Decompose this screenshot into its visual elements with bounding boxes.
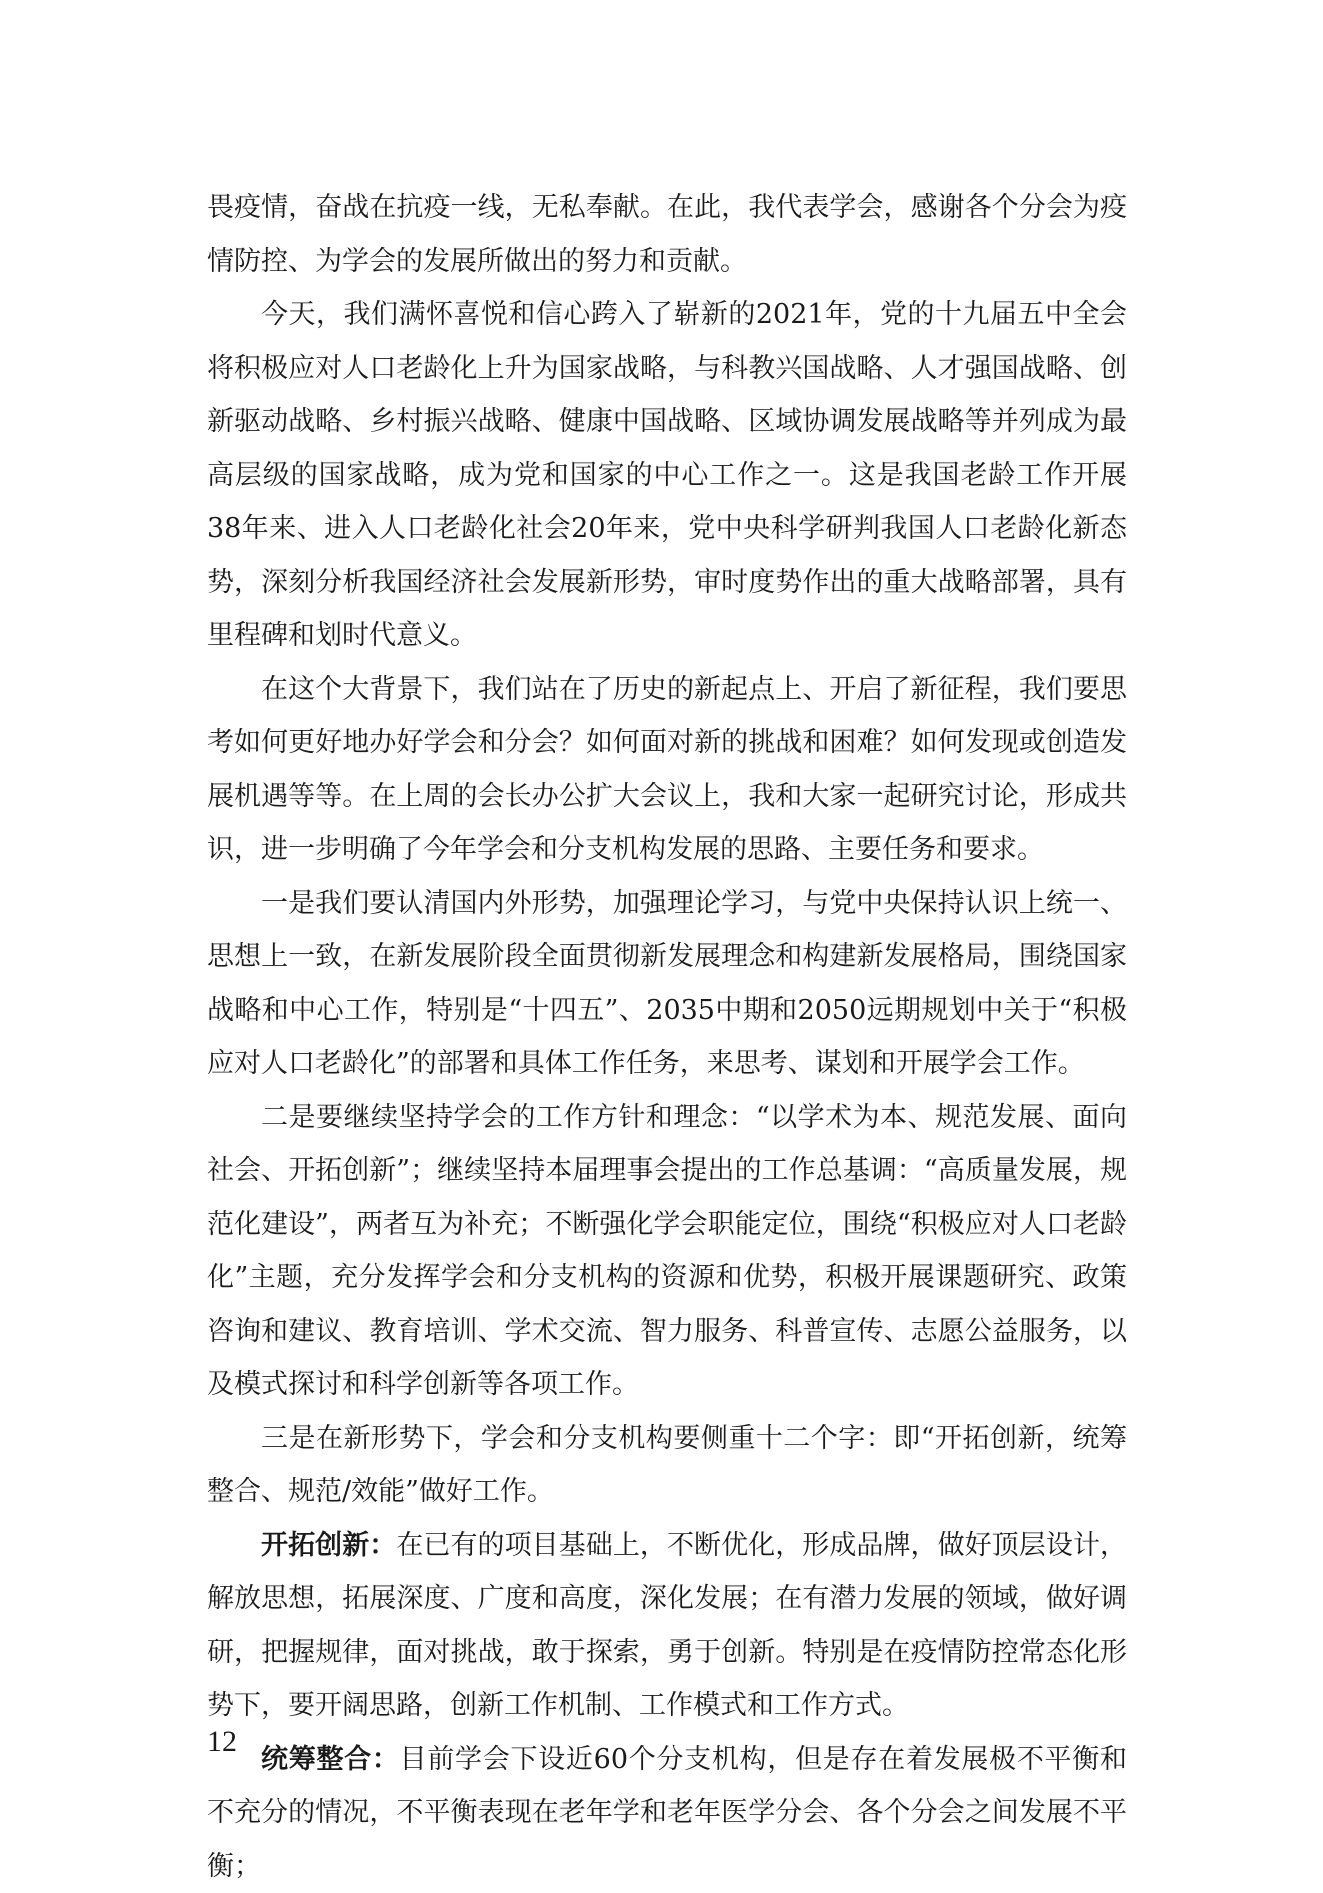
paragraph-7-text: 在已有的项目基础上，不断优化，形成品牌，做好顶层设计，解放思想，拓展深度、广度和高度，深化发展；在有潜力发展的领域，做好调研，把握规律，面对挑战，敢于探索，勇于创新。特别是在疫情防控常态化形势下，要开阔思路，创新工作机制、工作模式和工作方式。 — [207, 1530, 1127, 1722]
paragraph-6 — [207, 1412, 1127, 1519]
paragraph-2 — [207, 288, 1127, 663]
paragraph-6-text: 三是在新形势下，学会和分支机构要侧重十二个字：即“开拓创新，统筹整合、规范/效能”做好工作。 — [207, 1423, 1127, 1508]
paragraph-1-text: 畏疫情，奋战在抗疫一线，无私奉献。在此，我代表学会，感谢各个分会为疫情防控、为学会的发展所做出的努力和贡献。 — [207, 192, 1127, 277]
paragraph-2-text: 今天，我们满怀喜悦和信心跨入了崭新的2021年，党的十九届五中全会将积极应对人口老龄化上升为国家战略，与科教兴国战略、人才强国战略、创新驱动战略、乡村振兴战略、健康中国战略、区域协调发展战略等并列成为最高层级的国家战略，成为党和国家的中心工作之一。这是我国老龄工作开展38年来、进入人口老龄化社会20年来，党中央科学研判我国人口老龄化新态势，深刻分析我国经济社会发展新形势，审时度势作出的重大战略部署，具有里程碑和划时代意义。 — [207, 299, 1127, 651]
page-number: 12 — [207, 1725, 237, 1759]
paragraph-8 — [207, 1733, 1127, 1893]
paragraph-8-lead: 统筹整合： — [261, 1744, 400, 1775]
paragraph-5-text: 二是要继续坚持学会的工作方针和理念：“以学术为本、规范发展、面向社会、开拓创新”；继续坚持本届理事会提出的工作总基调：“高质量发展，规范化建设”，两者互为补充；不断强化学会职能定位，围绕“积极应对人口老龄化”主题，充分发挥学会和分支机构的资源和优势，积极开展课题研究、政策咨询和建议、教育培训、学术交流、智力服务、科普宣传、志愿公益服务，以及模式探讨和科学创新等各项工作。 — [207, 1102, 1127, 1401]
paragraph-1 — [207, 181, 1127, 288]
paragraph-4-text: 一是我们要认清国内外形势，加强理论学习，与党中央保持认识上统一、思想上一致，在新发展阶段全面贯彻新发展理念和构建新发展格局，围绕国家战略和中心工作，特别是“十四五”、2035中期和2050远期规划中关于“积极应对人口老龄化”的部署和具体工作任务，来思考、谋划和开展学会工作。 — [207, 888, 1127, 1080]
paragraph-5 — [207, 1091, 1127, 1412]
paragraph-3 — [207, 663, 1127, 877]
paragraph-8-text: 目前学会下设近60个分支机构，但是存在着发展极不平衡和不充分的情况，不平衡表现在老年学和老年医学分会、各个分会之间发展不平衡； — [207, 1744, 1127, 1882]
body-text — [207, 181, 1127, 1893]
paragraph-4 — [207, 877, 1127, 1091]
paragraph-7 — [207, 1519, 1127, 1733]
paragraph-7-lead: 开拓创新： — [261, 1530, 396, 1561]
paragraph-3-text: 在这个大背景下，我们站在了历史的新起点上、开启了新征程，我们要思考如何更好地办好学会和分会？如何面对新的挑战和困难？如何发现或创造发展机遇等等。在上周的会长办公扩大会议上，我和大家一起研究讨论，形成共识，进一步明确了今年学会和分支机构发展的思路、主要任务和要求。 — [207, 674, 1127, 866]
